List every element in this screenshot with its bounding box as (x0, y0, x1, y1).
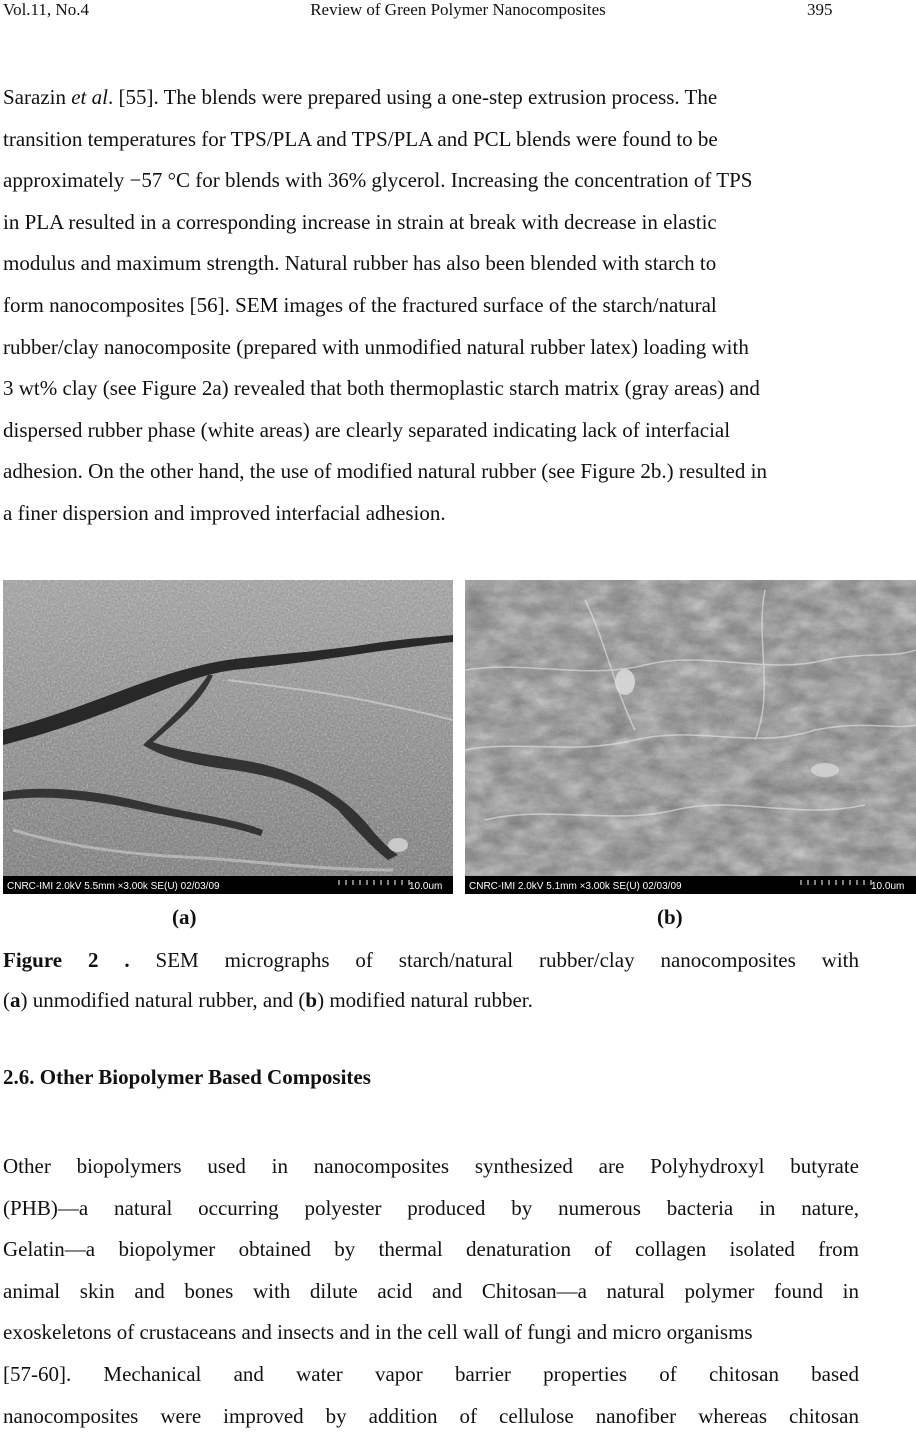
scale-label-b: 10.0um (871, 881, 905, 892)
body-paragraph-1 (3, 77, 859, 535)
text-line: (PHB)—a natural occurring polyester produced by numerous bacteria in nature, (3, 1195, 859, 1220)
figure-caption-title: Figure 2 . (3, 948, 130, 972)
body-paragraph-2 (3, 1146, 859, 1437)
sem-micrograph-b (465, 580, 916, 894)
text-line: adhesion. On the other hand, the use of modified natural rubber (see Figure 2b.) resulted in (3, 459, 767, 484)
text-line: exoskeletons of crustaceans and insects and in the cell wall of fungi and micro organisms (3, 1320, 753, 1345)
figure-caption-text: SEM micrographs of starch/natural rubber/clay nanocomposites with (155, 948, 860, 972)
text-line: nanocomposites were improved by addition of cellulose nanofiber whereas chitosan (3, 1403, 859, 1428)
text-line: form nanocomposites [56]. SEM images of the fractured surface of the starch/natural (3, 292, 717, 317)
text-line: in PLA resulted in a corresponding increase in strain at break with decrease in elastic (3, 209, 717, 234)
sem-info-a: CNRC-IMI 2.0kV 5.5mm ×3.00k SE(U) 02/03/09 (7, 881, 220, 892)
page-number: 395 (807, 0, 833, 19)
text-line: transition temperatures for TPS/PLA and TPS/PLA and PCL blends were found to be (3, 126, 718, 151)
citation-emphasis: et al (71, 85, 108, 109)
text-line: modulus and maximum strength. Natural rubber has also been blended with starch to (3, 251, 717, 276)
figure-caption: Figure 2 . SEM micrographs of starch/natural rubber/clay nanocomposites with (a) unmodified natural rubber, and (b) modified natural rubber. (3, 948, 860, 1012)
section-heading: 2.6. Other Biopolymer Based Composites (3, 1065, 371, 1089)
text-line: [57-60]. Mechanical and water vapor barrier properties of chitosan based (3, 1361, 859, 1386)
text-line: approximately −57 °C for blends with 36% glycerol. Increasing the concentration of TPS (3, 168, 753, 193)
text-line: Sarazin et al. [55]. The blends were prepared using a one-step extrusion process. The (3, 85, 718, 109)
figure-sublabel-a: (a) (172, 905, 197, 929)
text-line: 3 wt% clay (see Figure 2a) revealed that both thermoplastic starch matrix (gray areas) and (3, 376, 760, 401)
sem-info-b: CNRC-IMI 2.0kV 5.1mm ×3.00k SE(U) 02/03/09 (469, 881, 682, 892)
text-line: rubber/clay nanocomposite (prepared with unmodified natural rubber latex) loading with (3, 334, 749, 359)
sem-micrograph-a (3, 580, 453, 894)
figure-sublabel-b: (b) (657, 905, 683, 929)
text-line: animal skin and bones with dilute acid and Chitosan—a natural polymer found in (3, 1278, 859, 1303)
text-line: Gelatin—a biopolymer obtained by thermal denaturation of collagen isolated from (3, 1237, 859, 1262)
text-line: a finer dispersion and improved interfacial adhesion. (3, 500, 446, 525)
text-line: Other biopolymers used in nanocomposites synthesized are Polyhydroxyl butyrate (3, 1154, 859, 1178)
running-header-title: Review of Green Polymer Nanocomposites (310, 0, 606, 19)
running-header-volume: Vol.11, No.4 (3, 0, 89, 19)
scale-label-a: 10.0um (409, 881, 443, 892)
text-line: dispersed rubber phase (white areas) are clearly separated indicating lack of interfacial (3, 417, 731, 442)
